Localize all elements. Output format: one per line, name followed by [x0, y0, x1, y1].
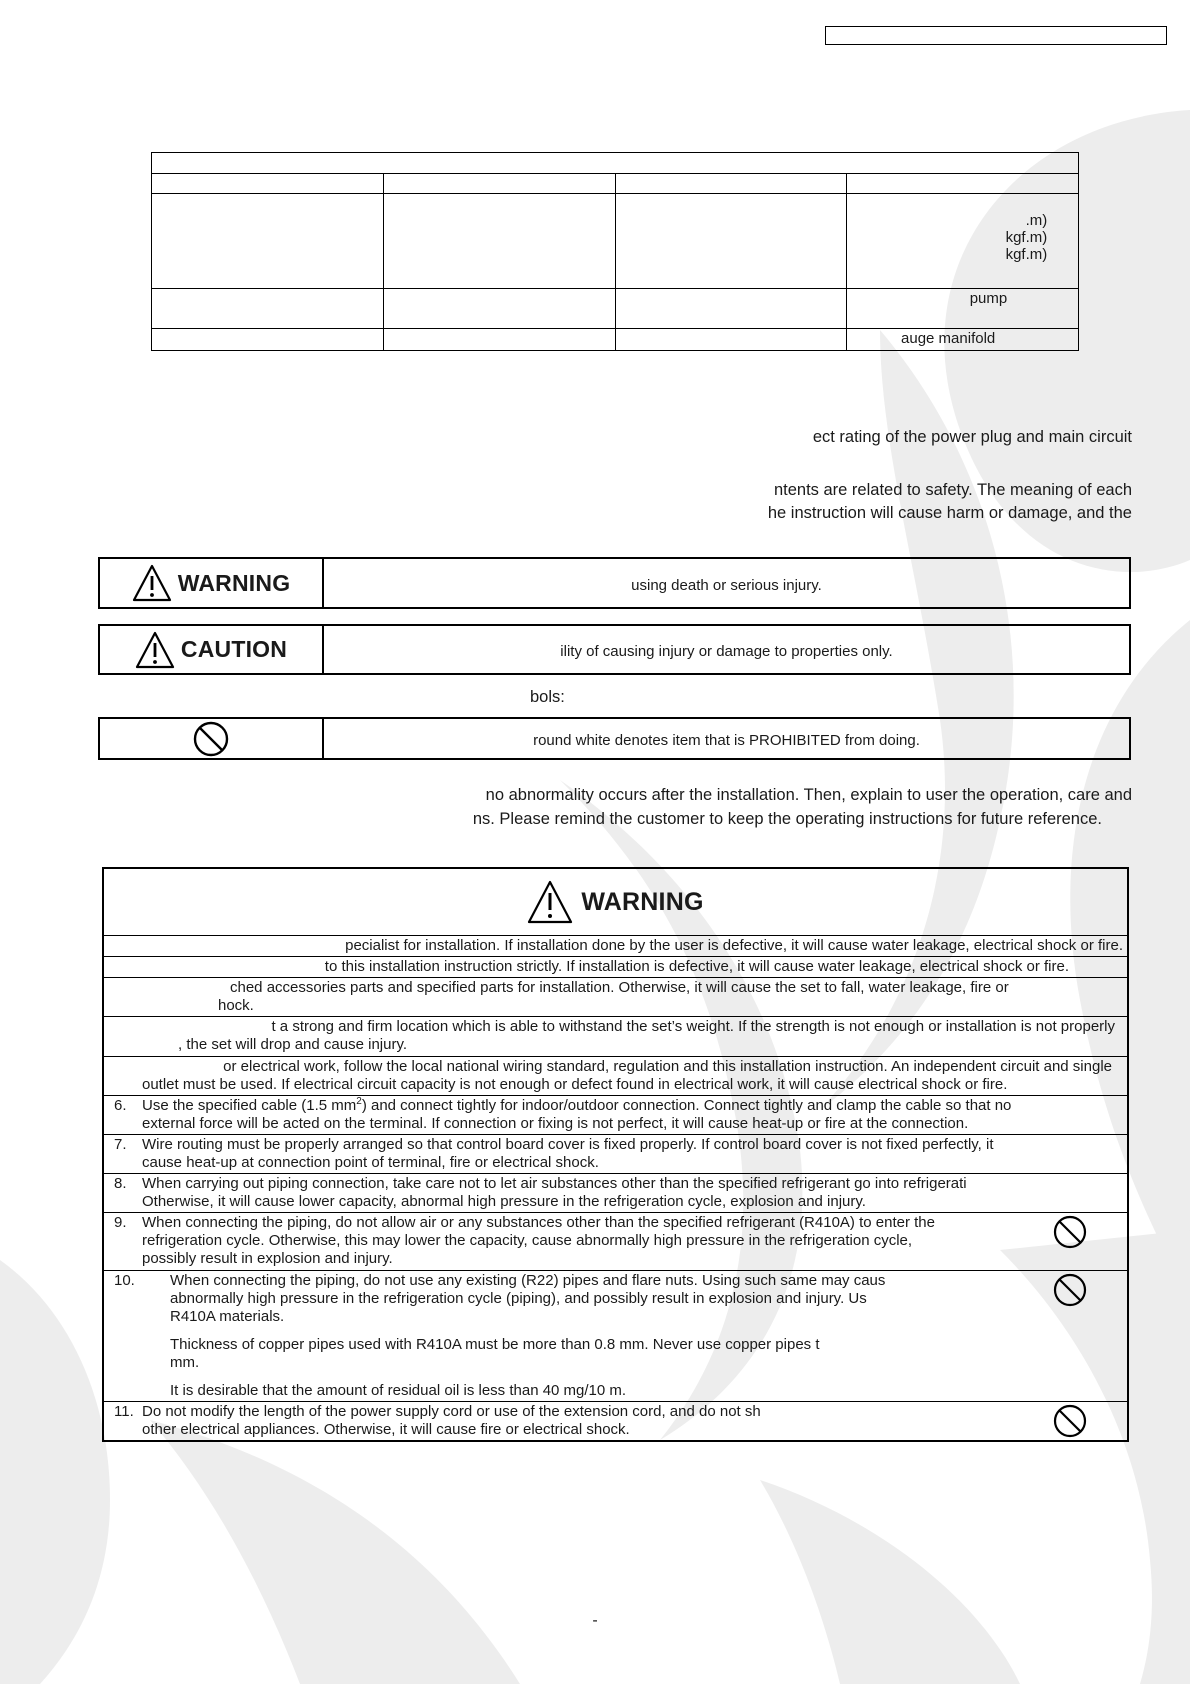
warning-item-text: Use the specified cable (1.5 $mm^2$) and connect tightly for indoor/outdoor connection. Connect tightly and clamp the cable so that no external force will be acted on the terminal. If connection or fixing is not perfect, it will cause heat-up or fire at the connection. [142, 1096, 1012, 1132]
warning-table-header [104, 869, 1127, 936]
warning-table-title: WARNING [581, 887, 704, 916]
symbols-label: bols: [530, 688, 565, 706]
table-cell [847, 289, 1079, 329]
warning-table [102, 867, 1129, 1442]
warning-item [104, 1174, 1127, 1213]
warning-item-text: Do not modify the length of the power supply cord or use of the extension cord, and do not sh other electrical appliances. Otherwise, it will cause fire or electrical shock. [142, 1403, 761, 1438]
warning-item [104, 1135, 1127, 1174]
caution-legend-box [98, 624, 1131, 675]
warning-item-text: hock. [218, 997, 254, 1014]
warning-item-number: 10. [114, 1272, 135, 1289]
safety-paragraph-line-1: ntents are related to safety. The meaning of each [773, 481, 1132, 499]
tools-table-title-cell [152, 153, 1079, 174]
warning-item-number: 7. [114, 1136, 127, 1153]
table-cell [152, 329, 384, 351]
warning-item [104, 1017, 1127, 1057]
table-cell [383, 174, 615, 194]
caution-label: CAUTION [180, 636, 288, 662]
warning-item [104, 1271, 1127, 1402]
page-number: - [592, 1612, 598, 1629]
warning-item-text: When carrying out piping connection, take care not to let air substances other than the specified refrigerant go into refrigerati Otherwise, it will cause lower capacity, abnormal high pressure in the refrigeration cycle, explosion and injury. [142, 1175, 967, 1210]
after-install-paragraph-line-1: no abnormality occurs after the installation. Then, explain to user the operation, care and [485, 786, 1132, 804]
caution-triangle-icon [135, 631, 175, 669]
warning-item-text: to this installation instruction strictly. If installation is defective, it will cause water leakage, electrical shock or fire. [324, 958, 1069, 975]
prohibited-icon [1053, 1404, 1087, 1438]
warning-item-text: pecialist for installation. If installation done by the user is defective, it will cause water leakage, electrical shock or fire. [345, 937, 1123, 954]
warning-label: WARNING [177, 569, 291, 596]
warning-item-number: 11. [114, 1403, 134, 1420]
warning-item [104, 1096, 1127, 1135]
torque-wrench-text: .m) kgf.m) kgf.m) [1005, 212, 1048, 263]
table-cell [615, 289, 847, 329]
gauge-manifold-text: auge manifold [901, 330, 996, 347]
warning-item-text: Wire routing must be properly arranged so that control board cover is fixed properly. If control board cover is not fixed perfectly, it cause heat-up at connection point of terminal, fire or electrical shock. [142, 1136, 994, 1171]
warning-triangle-icon [527, 880, 573, 924]
warning-item-text: ched accessories parts and specified parts for installation. Otherwise, it will cause the set to fall, water leakage, fire or [230, 979, 1009, 996]
after-install-paragraph-line-2: ns. Please remind the customer to keep the operating instructions for future reference. [472, 810, 1102, 828]
table-cell [615, 329, 847, 351]
prohibited-icon [1053, 1273, 1087, 1307]
table-cell [383, 289, 615, 329]
table-cell [615, 174, 847, 194]
warning-item [104, 1213, 1127, 1271]
warning-item-text: When connecting the piping, do not use any existing (R22) pipes and flare nuts. Using such same may caus abnormally high pressure in the refrigeration cycle (piping), and possibly result in explosion and injury. Us R410A materials. Thickness of copper pipes used with R410A must be more than 0.8 mm. Never use copper pipes t mm. It is desirable that the amount of residual oil is less than 40 mg/10 m. [170, 1272, 886, 1399]
warning-description: using death or serious injury. [631, 576, 822, 594]
warning-item-number: 6. [114, 1097, 127, 1114]
warning-item-text: t a strong and firm location which is able to withstand the set’s weight. If the strength is not enough or installation is not properly [271, 1018, 1115, 1035]
prohibited-icon [1053, 1215, 1087, 1249]
table-cell [847, 329, 1079, 351]
table-cell [152, 289, 384, 329]
warning-item [104, 936, 1127, 957]
warning-item-number: 9. [114, 1214, 127, 1231]
prohibited-icon [192, 720, 230, 758]
caution-legend-label-cell [100, 626, 324, 673]
warning-item [104, 957, 1127, 978]
safety-paragraph-line-2: he instruction will cause harm or damage, and the [767, 504, 1132, 522]
header-box [825, 26, 1167, 45]
prohibited-legend-box [98, 717, 1131, 760]
warning-item-text: or electrical work, follow the local national wiring standard, regulation and this installation instruction. An independent circuit and single [223, 1058, 1112, 1075]
warning-item-number: 8. [114, 1175, 127, 1192]
table-cell [383, 194, 615, 289]
table-cell [615, 194, 847, 289]
table-cell [152, 194, 384, 289]
tools-table [151, 152, 1079, 351]
prohibited-description: round white denotes item that is PROHIBITED from doing. [533, 732, 920, 749]
warning-legend-box [98, 557, 1131, 609]
caution-description: ility of causing injury or damage to properties only. [560, 643, 893, 660]
warning-triangle-icon [132, 564, 172, 602]
table-cell [847, 194, 1079, 289]
vacuum-pump-text: pump [969, 290, 1008, 307]
table-cell [152, 174, 384, 194]
power-plug-paragraph: ect rating of the power plug and main circuit [812, 428, 1132, 446]
warning-item-text: , the set will drop and cause injury. [178, 1036, 408, 1053]
table-cell [383, 329, 615, 351]
warning-legend-label-cell [100, 559, 324, 607]
table-cell [847, 174, 1079, 194]
warning-item-text: outlet must be used. If electrical circuit capacity is not enough or defect found in electrical work, it will cause electrical shock or fire. [142, 1076, 1008, 1093]
warning-item-text: When connecting the piping, do not allow air or any substances other than the specified refrigerant (R410A) to enter the refrigeration cycle. Otherwise, this may lower the capacity, cause abnormally high pressure in the refrigeration cycle, possibly result in explosion and injury. [142, 1214, 935, 1267]
warning-item [104, 1402, 1127, 1440]
prohibited-legend-icon-cell [100, 719, 324, 758]
warning-item [104, 978, 1127, 1017]
warning-item [104, 1057, 1127, 1096]
